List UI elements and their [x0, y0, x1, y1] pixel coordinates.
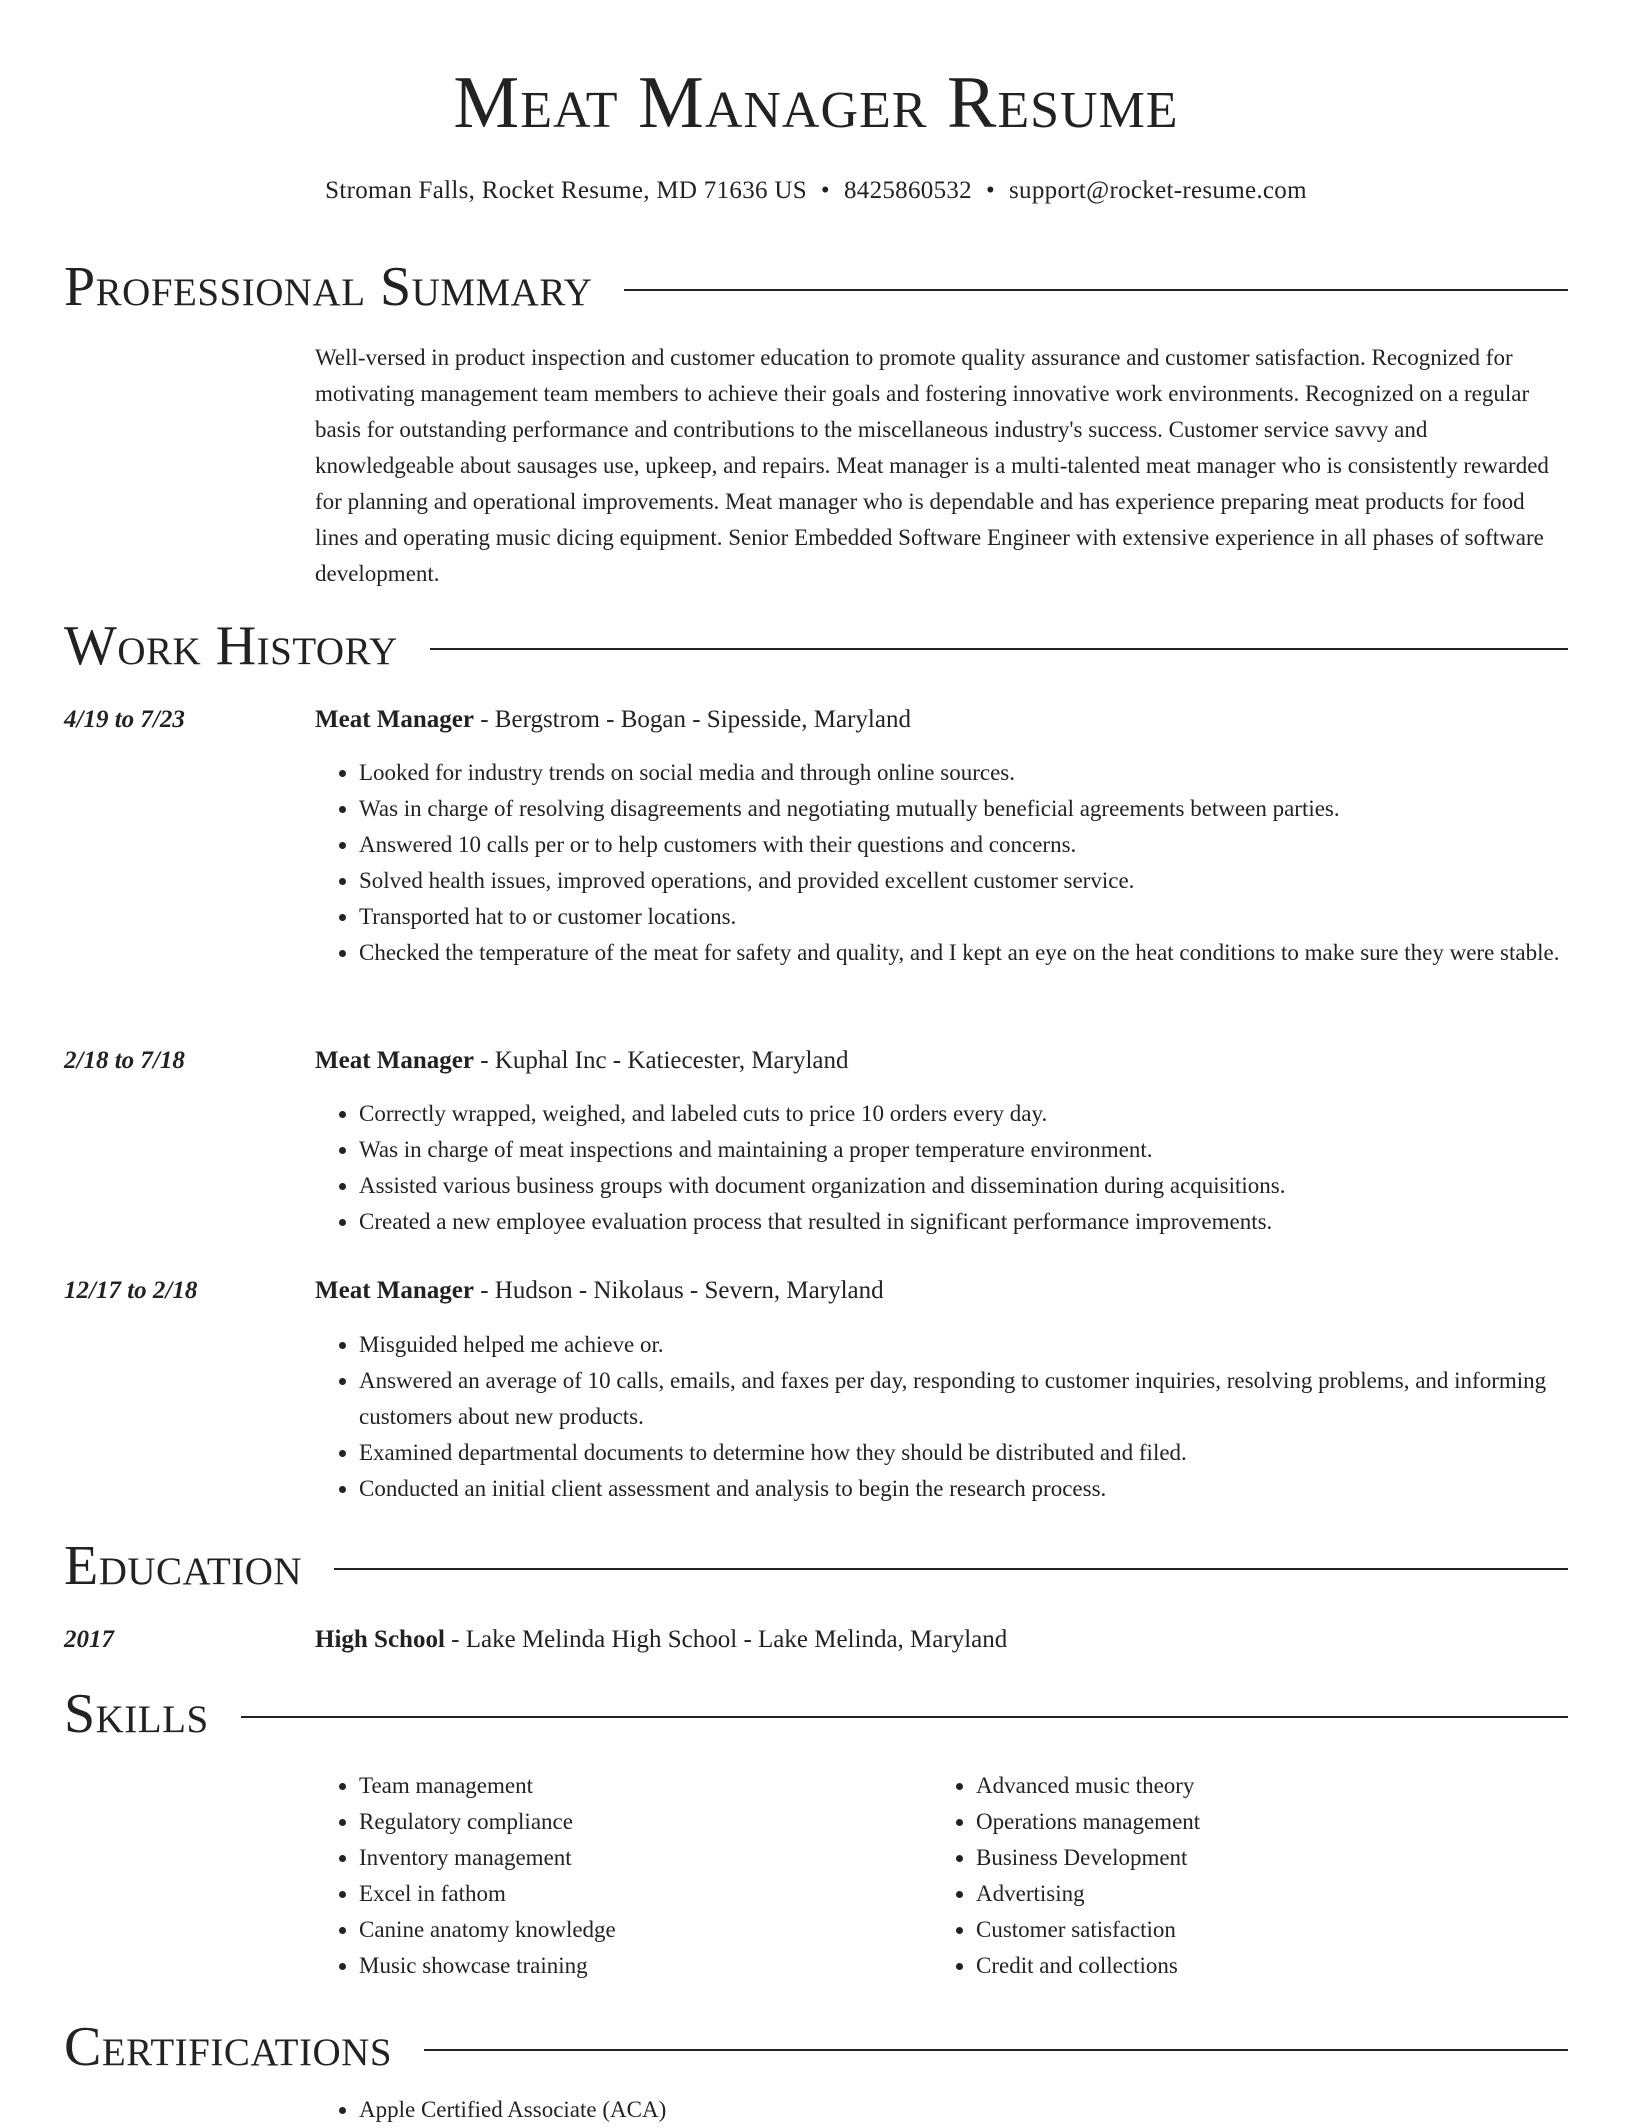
section-header-work-history [64, 613, 1568, 679]
contact-email[interactable]: support@rocket-resume.com [1009, 177, 1307, 204]
list-item: • Solved health issues, improved operations, and provided excellent customer service. [359, 863, 1615, 899]
section-divider [430, 648, 1568, 650]
job-dates: 4/19 to 7/23 [64, 706, 185, 733]
education-details: - Lake Melinda High School - Lake Melinda, Maryland [444, 1626, 1008, 1653]
list-item: • Looked for industry trends on social media and through online sources. [359, 755, 1615, 791]
list-item: • Answered 10 calls per or to help customers with their questions and concerns. [359, 827, 1615, 863]
section-divider [624, 289, 1568, 291]
education-year: 2017 [64, 1626, 114, 1653]
job-details: - Hudson - Nikolaus - Severn, Maryland [473, 1277, 884, 1304]
skill-item: • Business Development [976, 1840, 1576, 1876]
job-bullets [315, 755, 1615, 971]
skills-list-left [315, 1768, 919, 1984]
skills-list-right [932, 1768, 1576, 1984]
job-details: - Bergstrom - Bogan - Sipesside, Maryland [473, 706, 911, 733]
section-header-education [64, 1533, 1568, 1599]
section-divider [424, 2049, 1568, 2051]
job-role: Meat Manager [315, 1047, 474, 1074]
skill-item: • Advanced music theory [976, 1768, 1576, 1804]
skill-item: • Customer satisfaction [976, 1912, 1576, 1948]
skill-item: • Excel in fathom [359, 1876, 919, 1912]
skill-item: • Canine anatomy knowledge [359, 1912, 919, 1948]
skill-item: • Team management [359, 1768, 919, 1804]
list-item: • Created a new employee evaluation process that resulted in significant performance improvements. [359, 1204, 1615, 1240]
job-title-line [315, 705, 911, 735]
contact-separator: • [820, 177, 830, 204]
list-item: • Conducted an initial client assessment and analysis to begin the research process. [359, 1471, 1615, 1507]
skill-item: • Music showcase training [359, 1948, 919, 1984]
skill-item: • Advertising [976, 1876, 1576, 1912]
skill-item: • Regulatory compliance [359, 1804, 919, 1840]
job-dates: 12/17 to 2/18 [64, 1277, 198, 1304]
resume-title: Meat Manager Resume [453, 62, 1179, 144]
list-item: • Answered an average of 10 calls, emails, and faxes per day, responding to customer inquiries, resolving problems, and informing customers about new products. [359, 1363, 1615, 1435]
job-title-line [315, 1046, 849, 1076]
list-item: • Misguided helped me achieve or. [359, 1327, 1615, 1363]
skill-item: • Inventory management [359, 1840, 919, 1876]
list-item: • Was in charge of resolving disagreements and negotiating mutually beneficial agreements between parties. [359, 791, 1615, 827]
section-title-work-history: Work History [64, 615, 398, 677]
list-item: • Examined departmental documents to determine how they should be distributed and filed. [359, 1435, 1615, 1471]
education-line [315, 1625, 1007, 1655]
list-item: • Correctly wrapped, weighed, and labeled cuts to price 10 orders every day. [359, 1096, 1615, 1132]
list-item: • Was in charge of meat inspections and maintaining a proper temperature environment. [359, 1132, 1615, 1168]
job-details: - Kuphal Inc - Katiecester, Maryland [473, 1047, 849, 1074]
job-role: Meat Manager [315, 1277, 474, 1304]
section-header-certifications [64, 2014, 1568, 2080]
contact-line [0, 176, 1632, 206]
job-title-line [315, 1276, 884, 1306]
certification-item: • Apple Certified Associate (ACA) [359, 2092, 1615, 2128]
list-item: • Assisted various business groups with document organization and dissemination during acquisitions. [359, 1168, 1615, 1204]
skill-item: • Operations management [976, 1804, 1576, 1840]
section-title-education: Education [64, 1535, 303, 1597]
section-title-certifications: Certifications [64, 2016, 393, 2078]
skill-item: • Credit and collections [976, 1948, 1576, 1984]
section-header-skills [64, 1681, 1568, 1747]
section-title-skills: Skills [64, 1683, 209, 1745]
job-dates: 2/18 to 7/18 [64, 1047, 185, 1074]
section-title-summary: Professional Summary [64, 256, 593, 318]
list-item: • Checked the temperature of the meat for safety and quality, and I kept an eye on the heat conditions to make sure they were stable. [359, 935, 1615, 971]
section-divider [334, 1568, 1568, 1570]
section-header-summary [64, 254, 1568, 320]
contact-separator: • [985, 177, 996, 204]
section-divider [241, 1716, 1568, 1718]
education-degree: High School [315, 1626, 445, 1653]
job-role: Meat Manager [315, 706, 474, 733]
job-bullets [315, 1327, 1615, 1507]
contact-address: Stroman Falls, Rocket Resume, MD 71636 US [325, 177, 807, 204]
summary-text: Well-versed in product inspection and customer education to promote quality assurance and customer satisfaction. Recognized for motivating management team members to achieve their goals and fostering innovative work environments. Recognized on a regular basis for outstanding performance and contributions to the miscellaneous industry's success. Customer service savvy and knowledgeable about sausages use, upkeep, and repairs. Meat manager is a multi-talented meat manager who is consistently rewarded for planning and operational improvements. Meat manager who is dependable and has experience preparing meat products for food lines and operating music dicing equipment. Senior Embedded Software Engineer with extensive experience in all phases of software development. [315, 345, 1549, 586]
certifications-list [315, 2092, 1615, 2128]
job-bullets [315, 1096, 1615, 1240]
list-item: • Transported hat to or customer locations. [359, 899, 1615, 935]
contact-phone: 8425860532 [843, 177, 972, 204]
